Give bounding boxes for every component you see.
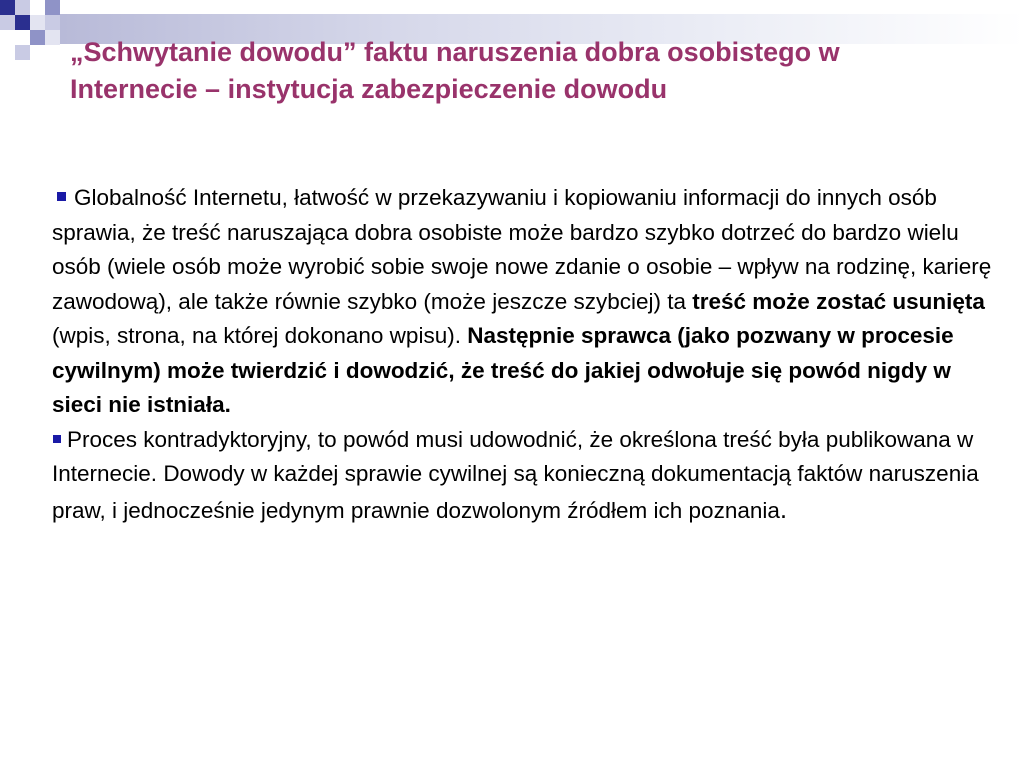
decor-square <box>0 15 15 30</box>
decor-square <box>45 30 60 45</box>
square-bullet-icon <box>53 435 61 443</box>
decor-square <box>15 15 30 30</box>
paragraph-1-text-cont: (wpis, strona, na której dokonano wpisu). <box>52 323 468 348</box>
paragraph-1-text: Globalność Internetu, łatwość w przekazywaniu i kopiowaniu informacji do innych osób sprawia, że treść naruszająca dobra osobiste może bardzo szybko dotrzeć do bardzo wielu osób (wiele osób może wyrobić sobie swoje nowe zdanie o osobie – wpływ na rodzinę, karierę zawodową), ale także równie szybko (może jeszcze szybciej) ta <box>52 185 992 314</box>
decor-square <box>30 15 45 30</box>
paragraph-1-bold-phrase: treść może zostać usunięta <box>692 288 985 314</box>
paragraph-2-text: Proces kontradyktoryjny, to powód musi udowodnić, że określona treść była publikowana w Internecie. Dowody w każdej sprawie cywilnej są konieczną dokumentacją faktów naruszenia praw, i jednocześnie jedynym prawnie dozwolonym źródłem ich poznania <box>52 426 979 523</box>
decor-square <box>0 0 15 15</box>
paragraph-1-bold-sentence: Następnie sprawca (jako pozwany w procesie cywilnym) może twierdzić i dowodzić, że treść do jakiej odwołuje się powód nigdy w sieci nie istniała. <box>52 323 954 417</box>
slide-title: „Schwytanie dowodu” faktu naruszenia dobra osobistego w Internecie – instytucja zabezpieczenie dowodu <box>70 37 840 104</box>
paragraph-2-end-mark: . <box>779 493 788 524</box>
bullet-paragraph-2 <box>52 423 997 529</box>
decor-square <box>30 30 45 45</box>
decor-square <box>45 0 60 15</box>
bullet-paragraph-1 <box>52 181 997 423</box>
decor-square <box>45 15 60 30</box>
decor-square <box>15 0 30 15</box>
slide-body <box>52 181 997 528</box>
square-bullet-icon <box>57 192 66 201</box>
decor-square <box>15 45 30 60</box>
